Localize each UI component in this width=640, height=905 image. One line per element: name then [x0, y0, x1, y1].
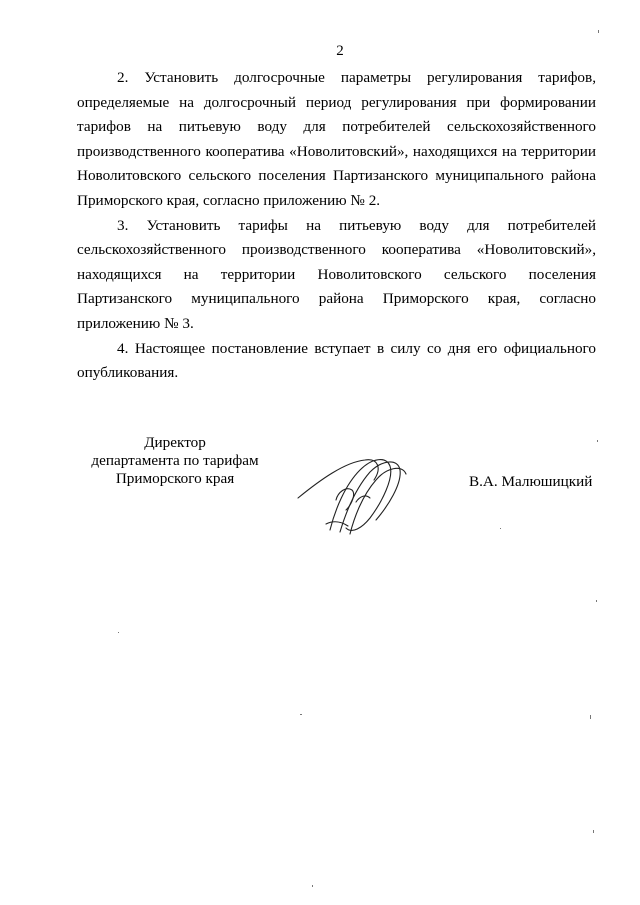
paragraph-2: 2. Установить долгосрочные параметры регулирования тарифов, определяемые на долгосрочный период регулирования при формировании тарифов на питьевую воду для потребителей сельскохозяйственного производственного кооператива «Новолитовский», находящихся на территории Новолитовского сельского поселения Партизанского муниципального района Приморского края, согласно приложению № 2.: [77, 69, 596, 209]
position-line-2: департамента по тарифам: [91, 452, 259, 469]
handwritten-signature: [290, 440, 420, 540]
scan-speck: [596, 600, 597, 602]
scan-speck: [312, 885, 313, 887]
page-number: 2: [336, 43, 344, 59]
document-body: [77, 66, 596, 386]
scan-speck: [118, 632, 119, 633]
scan-speck: [500, 528, 501, 529]
scan-speck: [300, 714, 302, 715]
paragraph-3: 3. Установить тарифы на питьевую воду для потребителей сельскохозяйственного производственного кооператива «Новолитовский», находящихся на территории Новолитовского сельского поселения Партизанского муниципального района Приморского края, согласно приложению № 3.: [77, 216, 596, 332]
position-line-3: Приморского края: [115, 470, 235, 487]
scan-speck: [590, 715, 591, 719]
scan-speck: [597, 440, 598, 442]
scan-speck: [593, 830, 594, 833]
position-line-1: Директор: [144, 434, 206, 451]
scan-speck: [598, 30, 599, 33]
signatory-position: [70, 434, 280, 488]
paragraph-4: 4. Настоящее постановление вступает в силу со дня его официального опубликования.: [77, 339, 596, 382]
signatory-name: В.А. Малюшицкий: [469, 473, 593, 490]
